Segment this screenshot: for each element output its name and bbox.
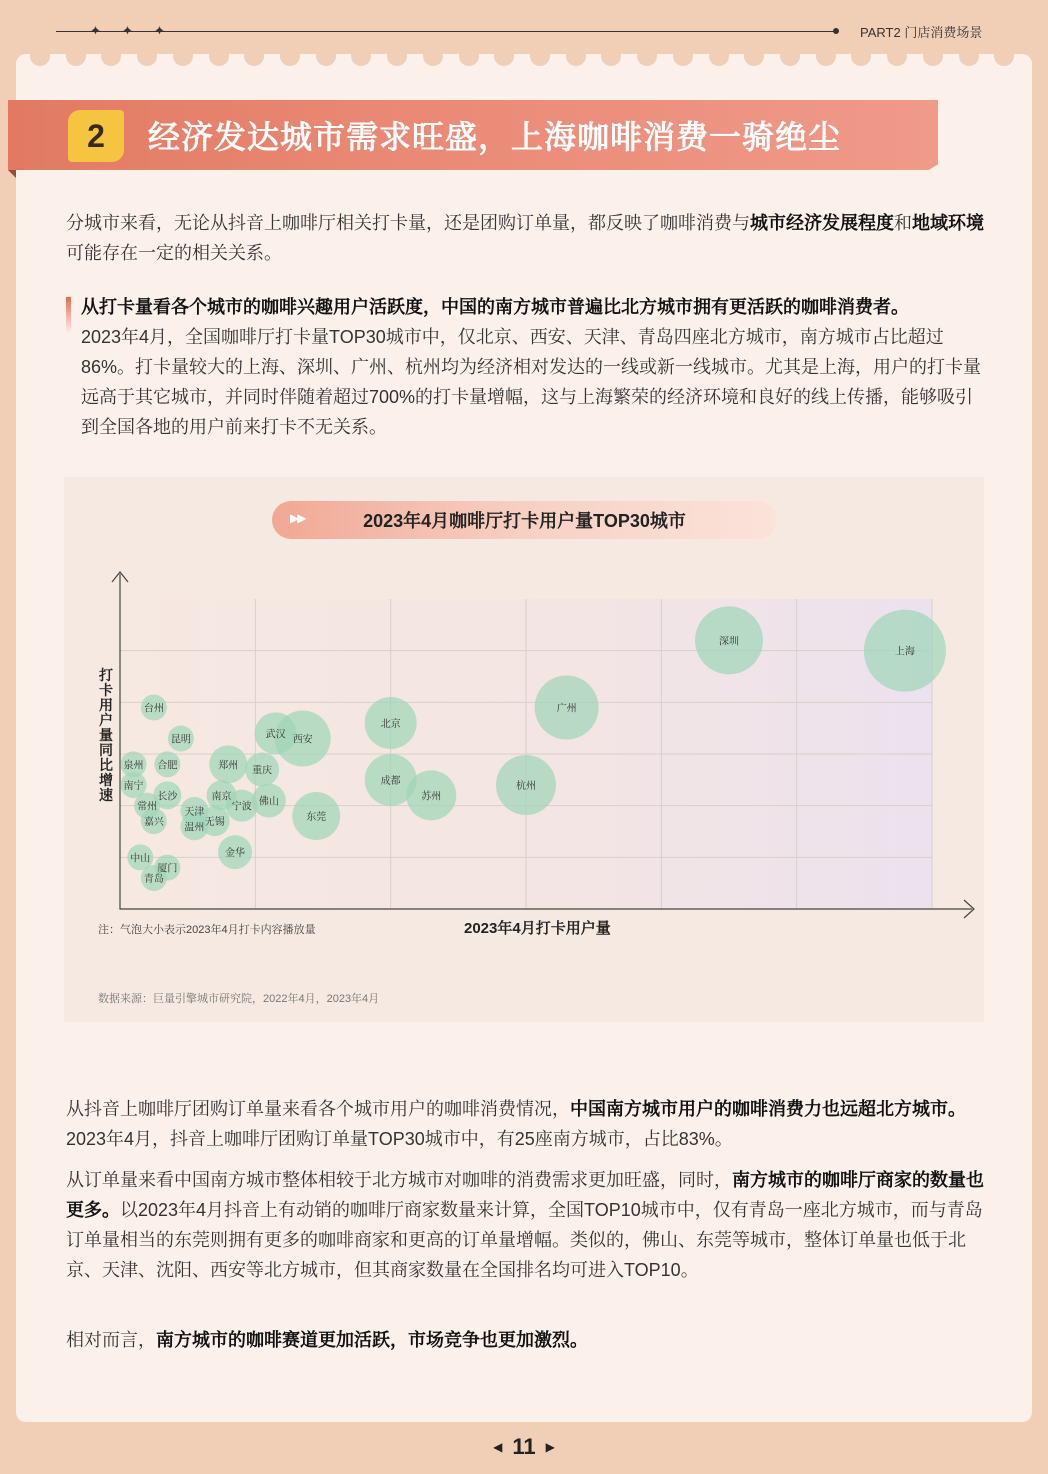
chart-note: 注：气泡大小表示2023年4月打卡内容播放量: [98, 924, 316, 936]
city-label: 合肥: [157, 760, 178, 772]
sparkle-icon: ✦: [90, 24, 101, 39]
part-label: PART2 门店消费场景: [860, 25, 983, 40]
city-label: 金华: [225, 848, 246, 860]
binder-hole: [66, 46, 86, 66]
binder-hole: [887, 46, 907, 66]
merchants-paragraph: 从订单量来看中国南方城市整体相较于北方城市对咖啡的消费需求更加旺盛，同时，南方城市的咖啡厅商家的数量也更多。以2023年4月抖音上有动销的咖啡厅商家数量来计算，全国TOP10城市中，仅有青岛一座北方城市，而与青岛订单量相当的东莞则拥有更多的咖啡商家和更高的订单量增幅。类似的，佛山、东莞等城市，整体订单量也低于北京、天津、沈阳、西安等北方城市，但其商家数量在全国排名均可进入TOP10。: [66, 1170, 984, 1280]
city-label: 厦门: [157, 863, 178, 875]
city-label: 深圳: [719, 636, 739, 648]
page-footer: [0, 1434, 1048, 1460]
city-label: 北京: [380, 719, 401, 730]
city-label: 郑州: [218, 760, 239, 772]
binder-hole: [137, 46, 157, 66]
binder-hole: [459, 46, 479, 66]
binder-hole: [566, 46, 586, 66]
sparkle-icon: ✦: [122, 24, 133, 39]
conclusion-paragraph: 相对而言，南方城市的咖啡赛道更加活跃，市场竞争也更加激烈。: [66, 1330, 588, 1350]
binder-hole: [673, 46, 693, 66]
binder-hole: [387, 46, 407, 66]
binder-hole: [351, 46, 371, 66]
city-label: 成都: [380, 775, 401, 787]
city-label: 广州: [556, 703, 577, 715]
banner-fold: [8, 170, 16, 178]
binder-hole: [209, 46, 229, 66]
bubble-chart: [100, 566, 980, 916]
highlight-body: 2023年4月，全国咖啡厅打卡量TOP30城市中，仅北京、西安、天津、青岛四座北方城市，南方城市占比超过86%。打卡量较大的上海、深圳、广州、杭州均为经济相对发达的一线或新一线城市。尤其是上海，用户的打卡量远高于其它城市，并同时伴随着超过700%的打卡量增幅，这与上海繁荣的经济环境和良好的线上传播，能够吸引到全国各地的用户前来打卡不无关系。: [81, 327, 982, 437]
city-label: 上海: [894, 646, 915, 658]
city-label: 昆明: [170, 734, 191, 746]
city-label: 嘉兴: [143, 817, 164, 829]
binder-hole: [530, 46, 550, 66]
binder-hole: [494, 46, 514, 66]
city-label: 西安: [292, 734, 313, 746]
city-label: 苏州: [421, 791, 442, 803]
next-page-icon[interactable]: ▶: [545, 1440, 555, 1454]
city-label: 重庆: [252, 765, 273, 777]
binder-hole: [244, 46, 264, 66]
binder-hole: [637, 46, 657, 66]
binder-hole: [601, 46, 621, 66]
binder-hole: [816, 46, 836, 66]
section-number: 2: [68, 110, 124, 162]
binder-hole: [923, 46, 943, 66]
chart-ylabel: 打卡用户量同比增速: [99, 667, 113, 803]
city-label: 南京: [211, 791, 232, 803]
city-label: 台州: [143, 703, 164, 715]
city-label: 佛山: [258, 796, 279, 808]
chart-title: 2023年4月咖啡厅打卡用户量TOP30城市: [363, 511, 686, 531]
orders-paragraph: 从抖音上咖啡厅团购订单量来看各个城市用户的咖啡消费情况，中国南方城市用户的咖啡消费力也远超北方城市。2023年4月，抖音上咖啡厅团购订单量TOP30城市中，有25座南方城市，占比83%。: [66, 1099, 966, 1149]
binder-hole: [851, 46, 871, 66]
highlight-bar: [66, 297, 71, 333]
city-label: 东莞: [306, 812, 327, 823]
highlight-lead: 从打卡量看各个城市的咖啡兴趣用户活跃度，中国的南方城市普遍比北方城市拥有更活跃的咖啡消费者。: [81, 297, 909, 317]
chart-title-pill: [272, 501, 777, 539]
binder-hole: [316, 46, 336, 66]
double-arrow-icon: ▶▶: [290, 511, 305, 525]
binder-hole: [423, 46, 443, 66]
city-label: 天津: [184, 806, 205, 818]
rule-dot: [833, 28, 839, 34]
binder-hole: [709, 46, 729, 66]
binder-hole: [101, 46, 121, 66]
prev-page-icon[interactable]: ◀: [493, 1440, 503, 1454]
binder-hole: [780, 46, 800, 66]
header-rule: [56, 31, 836, 32]
sparkle-icon: ✦: [154, 24, 165, 39]
intro-paragraph: 分城市来看，无论从抖音上咖啡厅相关打卡量，还是团购订单量，都反映了咖啡消费与城市经济发展程度和地域环境可能存在一定的相关关系。: [66, 213, 984, 263]
binder-hole: [959, 46, 979, 66]
chart-xlabel: 2023年4月打卡用户量: [464, 920, 611, 937]
city-label: 杭州: [516, 781, 536, 792]
city-label: 泉州: [123, 760, 144, 772]
page-number: 11: [512, 1434, 536, 1459]
highlight-paragraph: [81, 292, 986, 442]
binder-holes: [24, 46, 1024, 68]
city-label: 温州: [184, 822, 205, 834]
binder-hole: [994, 46, 1014, 66]
binder-hole: [30, 46, 50, 66]
city-label: 常州: [137, 801, 158, 813]
city-label: 青岛: [143, 874, 164, 885]
city-label: 武汉: [265, 729, 286, 741]
chart-source: 数据来源：巨量引擎城市研究院，2022年4月，2023年4月: [98, 993, 380, 1005]
binder-hole: [744, 46, 764, 66]
city-label: 长沙: [157, 791, 178, 803]
binder-hole: [280, 46, 300, 66]
section-title: 经济发达城市需求旺盛，上海咖啡消费一骑绝尘: [148, 119, 842, 155]
city-label: 中山: [130, 853, 151, 865]
city-label: 无锡: [204, 817, 225, 829]
binder-hole: [173, 46, 193, 66]
city-label: 南宁: [123, 781, 144, 792]
city-label: 宁波: [231, 801, 252, 813]
